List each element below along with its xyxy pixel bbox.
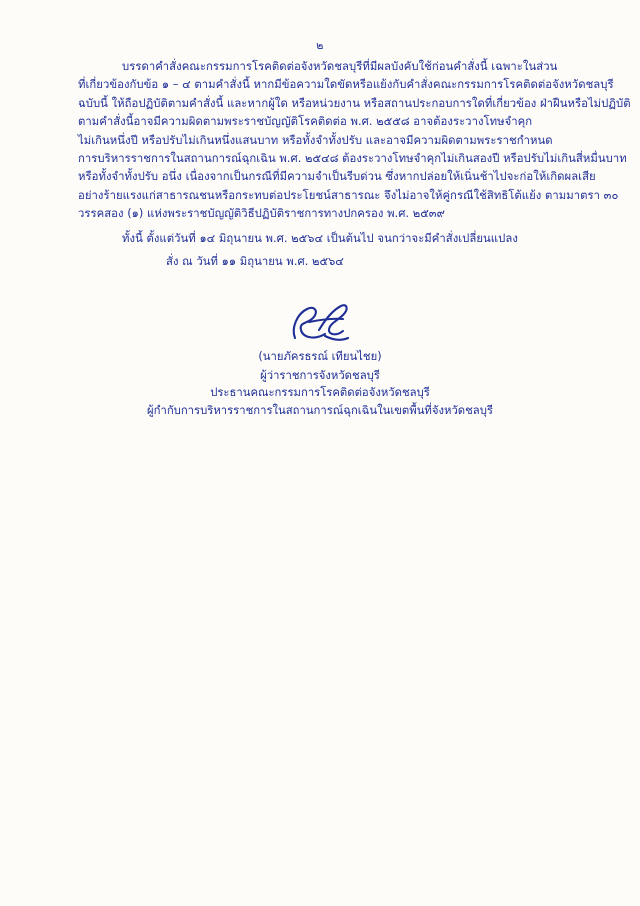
page-number: ๒ xyxy=(316,39,324,52)
paragraph-3-line-1: สั่ง ณ วันที่ ๑๑ มิถุนายน พ.ศ. ๒๕๖๔ xyxy=(166,255,344,269)
paragraph-1-line-9: วรรคสอง (๑) แห่งพระราชบัญญัติวิธีปฏิบัติราชการทางปกครอง พ.ศ. ๒๕๓๙ xyxy=(78,207,445,221)
paragraph-1-line-6: การบริหารราชการในสถานการณ์ฉุกเฉิน พ.ศ. ๒๕๔๘ ต้องระวางโทษจำคุกไม่เกินสองปี หรือปรับไม่เกินสี่หมื่นบาท xyxy=(78,152,627,166)
signatory-title-3: ผู้กำกับการบริหารราชการในสถานการณ์ฉุกเฉินในเขตพื้นที่จังหวัดชลบุรี xyxy=(147,403,493,417)
handwritten-signature xyxy=(0,300,640,346)
paragraph-2 xyxy=(78,230,562,248)
paragraph-1-line-2: ที่เกี่ยวข้องกับข้อ ๑ – ๔ ตามคำสั่งนี้ หากมีข้อความใดขัดหรือแย้งกับคำสั่งคณะกรรมการโรคติดต่อจังหวัดชลบุรี xyxy=(78,78,614,92)
signatory-title-1: ผู้ว่าราชการจังหวัดชลบุรี xyxy=(260,368,380,382)
signatory-title-2: ประธานคณะกรรมการโรคติดต่อจังหวัดชลบุรี xyxy=(210,386,430,399)
paragraph-3 xyxy=(78,253,562,271)
paragraph-1-line-4: ตามคำสั่งนี้อาจมีความผิดตามพระราชบัญญัติโรคติดต่อ พ.ศ. ๒๕๕๘ อาจต้องระวางโทษจำคุก xyxy=(78,115,533,129)
signature-block xyxy=(0,300,640,419)
signature-icon xyxy=(285,300,355,346)
paragraph-1-line-1: บรรดาคำสั่งคณะกรรมการโรคติดต่อจังหวัดชลบุรีที่มีผลบังคับใช้ก่อนคำสั่งนี้ เฉพาะในส่วน xyxy=(122,60,558,73)
signatory-name: (นายภัครธรณ์ เทียนไชย) xyxy=(258,350,382,363)
paragraph-1 xyxy=(78,58,631,224)
paragraph-1-line-3: ฉบับนี้ ให้ถือปฏิบัติตามคำสั่งนี้ และหากผู้ใด หรือหน่วยงาน หรือสถานประกอบการใดที่เกี่ยวข้อง ฝ่าฝืนหรือไม่ปฏิบัติ xyxy=(78,96,631,110)
paragraph-2-line-1: ทั้งนี้ ตั้งแต่วันที่ ๑๔ มิถุนายน พ.ศ. ๒๕๖๔ เป็นต้นไป จนกว่าจะมีคำสั่งเปลี่ยนแปลง xyxy=(122,231,518,245)
paragraph-1-line-8: อย่างร้ายแรงแก่สาธารณชนหรือกระทบต่อประโยชน์สาธารณะ จึงไม่อาจให้คู่กรณีใช้สิทธิโต้แย้ง ตามมาตรา ๓๐ xyxy=(78,188,619,202)
document-body xyxy=(78,58,631,271)
paragraph-1-line-5: ไม่เกินหนึ่งปี หรือปรับไม่เกินหนึ่งแสนบาท หรือทั้งจำทั้งปรับ และอาจมีความผิดตามพระราชกำหนด xyxy=(78,133,553,147)
paragraph-1-line-7: หรือทั้งจำทั้งปรับ อนึ่ง เนื่องจากเป็นกรณีที่มีความจำเป็นรีบด่วน ซึ่งหากปล่อยให้เนิ่นช้าไปจะก่อให้เกิดผลเสีย xyxy=(78,170,596,184)
